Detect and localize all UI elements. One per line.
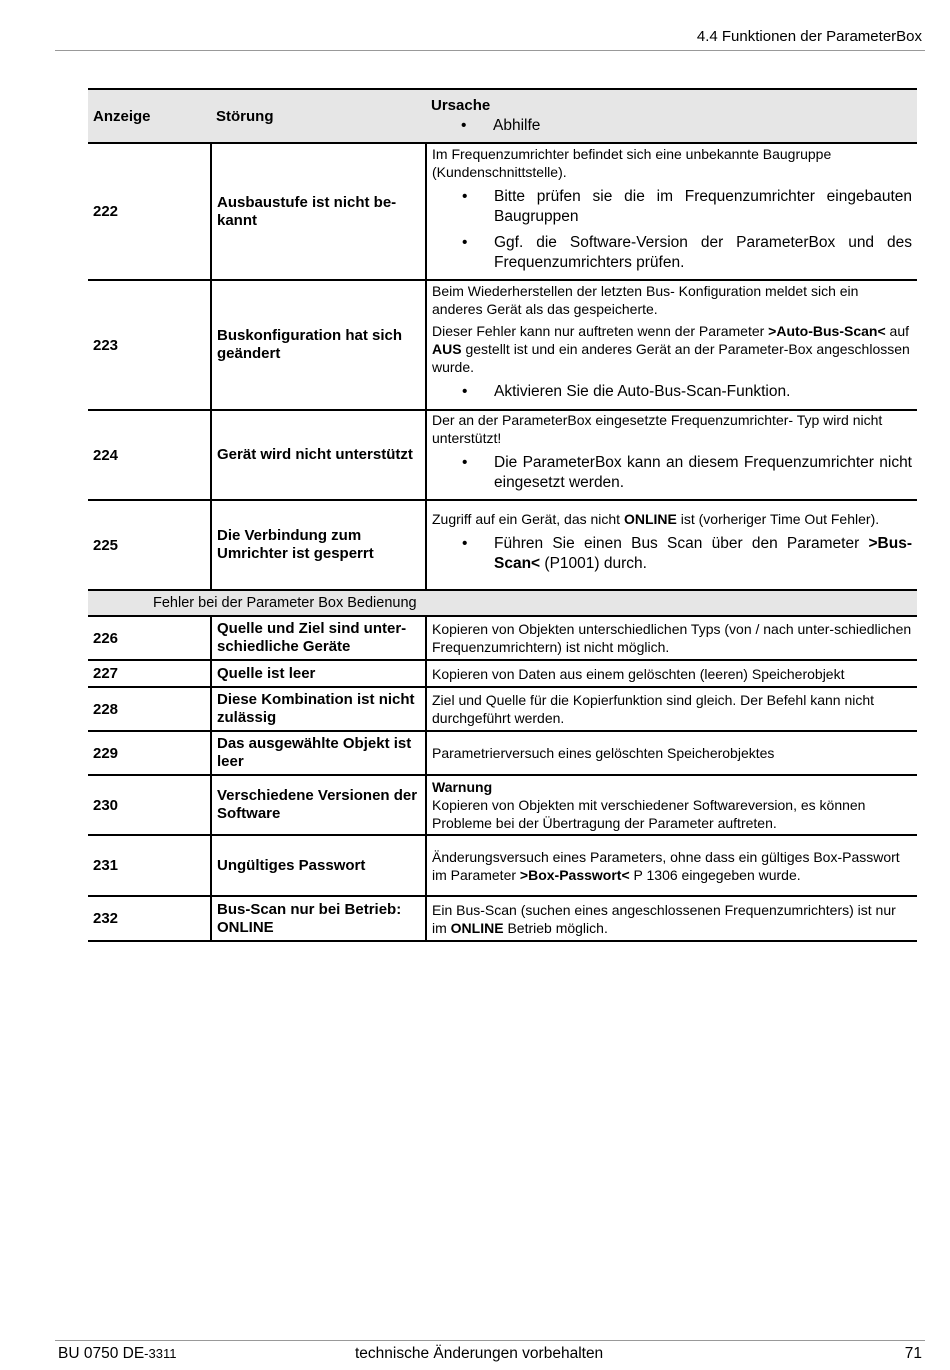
remedy-item: • Ggf. die Software-Version der ParameterBox und des Frequenzumrichters prüfen. xyxy=(432,233,912,273)
code-cell: 232 xyxy=(88,896,211,941)
col-ursache-header xyxy=(426,89,917,143)
code-cell: 231 xyxy=(88,835,211,896)
ursache-label: Ursache xyxy=(431,96,491,114)
remedy-item: • Die ParameterBox kann an diesem Frequenzumrichter nicht eingesetzt werden. xyxy=(432,453,912,493)
table-row xyxy=(88,896,917,941)
remedy-item: • Bitte prüfen sie die im Frequenzumrichter eingebauten Baugruppen xyxy=(432,187,912,227)
footer-doc-id: BU 0750 DE-3311 xyxy=(58,1345,177,1362)
col-anzeige-header: Anzeige xyxy=(88,89,211,143)
table-row xyxy=(88,616,917,660)
cause-cell xyxy=(426,143,917,280)
page-header: 4.4 Funktionen der ParameterBox xyxy=(696,28,922,45)
code-cell: 226 xyxy=(88,616,211,660)
abhilfe-label: • Abhilfe xyxy=(431,116,912,136)
remedy-item: • Führen Sie einen Bus Scan über den Parameter >Bus-Scan< (P1001) durch. xyxy=(432,534,912,574)
code-cell: 224 xyxy=(88,410,211,500)
fault-cell: Quelle und Ziel sind unter-schiedliche Geräte xyxy=(211,616,426,660)
section-title: Fehler bei der Parameter Box Bedienung xyxy=(88,590,917,616)
warning-label: Warnung xyxy=(432,779,493,795)
code-cell: 222 xyxy=(88,143,211,280)
code-cell: 230 xyxy=(88,775,211,835)
code-cell: 225 xyxy=(88,500,211,590)
table-row xyxy=(88,143,917,280)
cause-text: Im Frequenzumrichter befindet sich eine unbekannte Baugruppe (Kundenschnittstelle). xyxy=(432,145,832,180)
fault-cell: Diese Kombination ist nicht zulässig xyxy=(211,687,426,731)
fault-cell: Ungültiges Passwort xyxy=(211,835,426,896)
cause-cell: Ein Bus-Scan (suchen eines angeschlossenen Frequenzumrichters) ist nur im ONLINE Betrieb möglich. xyxy=(426,896,917,941)
col-stoerung-header: Störung xyxy=(211,89,426,143)
section-row xyxy=(88,590,917,616)
fault-cell: Ausbaustufe ist nicht be-kannt xyxy=(211,143,426,280)
table-row xyxy=(88,775,917,835)
cause-text: Zugriff auf ein Gerät, das nicht ONLINE ist (vorheriger Time Out Fehler). xyxy=(432,511,880,527)
error-table xyxy=(88,88,917,942)
cause-cell xyxy=(426,500,917,590)
table-header xyxy=(88,89,917,143)
cause-cell xyxy=(426,280,917,410)
fault-cell: Bus-Scan nur bei Betrieb: ONLINE xyxy=(211,896,426,941)
table-row xyxy=(88,410,917,500)
cause-text: Beim Wiederherstellen der letzten Bus- Konfiguration meldet sich ein anderes Gerät als das gespeicherte. xyxy=(432,283,859,317)
cause-text: Der an der ParameterBox eingesetzte Frequenzumrichter- Typ wird nicht unterstützt! xyxy=(432,412,883,446)
fault-cell: Buskonfiguration hat sich geändert xyxy=(211,280,426,410)
cause-text: Dieser Fehler kann nur auftreten wenn der Parameter >Auto-Bus-Scan< auf AUS gestellt ist und ein anderes Gerät an der Parameter-Box angeschlossen wurde. xyxy=(432,323,910,375)
code-cell: 223 xyxy=(88,280,211,410)
code-cell: 227 xyxy=(88,660,211,687)
cause-cell xyxy=(426,410,917,500)
table-row xyxy=(88,280,917,410)
fault-cell: Quelle ist leer xyxy=(211,660,426,687)
cause-cell: Änderungsversuch eines Parameters, ohne dass ein gültiges Box-Passwort im Parameter >Box-Passwort< P 1306 eingegeben wurde. xyxy=(426,835,917,896)
remedy-item: • Aktivieren Sie die Auto-Bus-Scan-Funktion. xyxy=(432,382,912,402)
table-row xyxy=(88,731,917,775)
fault-cell: Gerät wird nicht unterstützt xyxy=(211,410,426,500)
fault-cell: Die Verbindung zum Umrichter ist gesperrt xyxy=(211,500,426,590)
cause-cell: Ziel und Quelle für die Kopierfunktion sind gleich. Der Befehl kann nicht durchgeführt werden. xyxy=(426,687,917,731)
footer-note: technische Änderungen vorbehalten xyxy=(355,1345,604,1362)
table-row xyxy=(88,500,917,590)
fault-cell: Das ausgewählte Objekt ist leer xyxy=(211,731,426,775)
page-number: 71 xyxy=(904,1345,922,1362)
footer-divider xyxy=(55,1340,925,1341)
code-cell: 229 xyxy=(88,731,211,775)
table-row xyxy=(88,660,917,687)
header-divider xyxy=(55,50,925,51)
cause-text: Kopieren von Objekten mit verschiedener Softwareversion, es können Probleme bei der Übertragung der Parameter auftreten. xyxy=(432,797,866,831)
fault-cell: Verschiedene Versionen der Software xyxy=(211,775,426,835)
cause-cell xyxy=(426,775,917,835)
cause-cell: Parametrierversuch eines gelöschten Speicherobjektes xyxy=(426,731,917,775)
cause-cell: Kopieren von Daten aus einem gelöschten (leeren) Speicherobjekt xyxy=(426,660,917,687)
table-row xyxy=(88,835,917,896)
cause-cell: Kopieren von Objekten unterschiedlichen Typs (von / nach unter-schiedlichen Frequenzumrichtern) ist nicht möglich. xyxy=(426,616,917,660)
code-cell: 228 xyxy=(88,687,211,731)
table-row xyxy=(88,687,917,731)
